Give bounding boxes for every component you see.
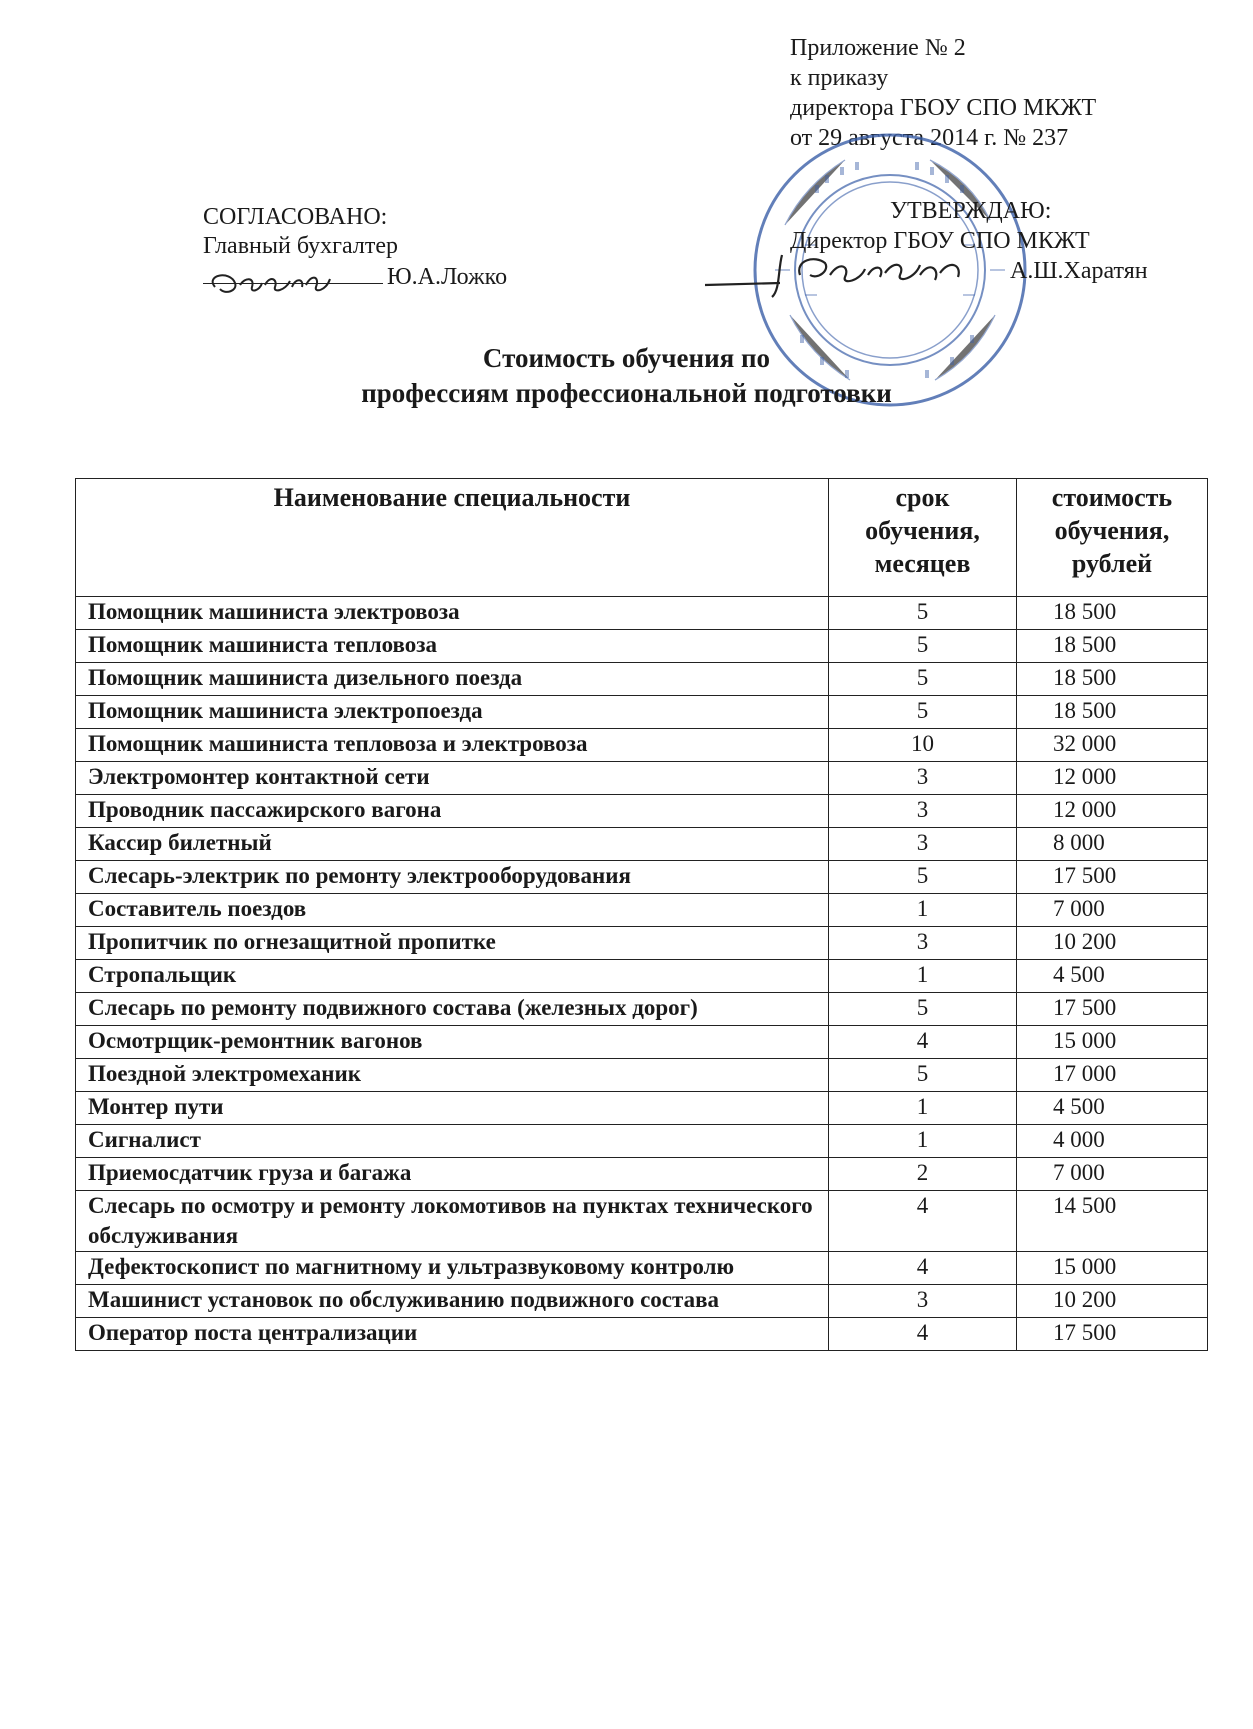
table-row [76, 1059, 1208, 1092]
table-row [76, 1252, 1208, 1285]
approved-heading: УТВЕРЖДАЮ: [890, 198, 1052, 224]
specialty-name-cell: Сигналист [76, 1125, 829, 1158]
price-cell: 17 500 [1017, 993, 1208, 1026]
specialty-name-cell: Осмотрщик-ремонтник вагонов [76, 1026, 829, 1059]
specialty-name-cell: Слесарь по осмотру и ремонту локомотивов на пунктах технического обслуживания [76, 1191, 829, 1252]
director-signature [700, 245, 1000, 305]
header-name: Наименование специальности [76, 479, 829, 597]
table-row [76, 1158, 1208, 1191]
price-cell: 18 500 [1017, 696, 1208, 729]
duration-cell: 3 [829, 927, 1017, 960]
appendix-line: от 29 августа 2014 г. № 237 [790, 125, 1069, 151]
duration-cell: 5 [829, 993, 1017, 1026]
specialty-name-cell: Составитель поездов [76, 894, 829, 927]
specialty-name-cell: Стропальщик [76, 960, 829, 993]
duration-cell: 3 [829, 1285, 1017, 1318]
price-cell: 10 200 [1017, 1285, 1208, 1318]
price-cell: 32 000 [1017, 729, 1208, 762]
price-cell: 18 500 [1017, 630, 1208, 663]
table-header-row [76, 479, 1208, 597]
specialty-name-cell: Слесарь-электрик по ремонту электрооборудования [76, 861, 829, 894]
table-row [76, 861, 1208, 894]
specialty-name-cell: Проводник пассажирского вагона [76, 795, 829, 828]
duration-cell: 4 [829, 1252, 1017, 1285]
price-cell: 15 000 [1017, 1026, 1208, 1059]
table-row [76, 762, 1208, 795]
approved-position: Директор ГБОУ СПО МКЖТ [790, 228, 1090, 254]
table-row [76, 960, 1208, 993]
duration-cell: 3 [829, 795, 1017, 828]
price-cell: 15 000 [1017, 1252, 1208, 1285]
duration-cell: 5 [829, 696, 1017, 729]
duration-cell: 1 [829, 1092, 1017, 1125]
price-cell: 10 200 [1017, 927, 1208, 960]
specialty-name-cell: Помощник машиниста тепловоза [76, 630, 829, 663]
accountant-signature [200, 265, 365, 305]
price-cell: 4 500 [1017, 960, 1208, 993]
duration-cell: 5 [829, 861, 1017, 894]
table-row [76, 1026, 1208, 1059]
specialty-name-cell: Поездной электромеханик [76, 1059, 829, 1092]
specialty-name-cell: Помощник машиниста электропоезда [76, 696, 829, 729]
table-row [76, 597, 1208, 630]
duration-cell: 3 [829, 828, 1017, 861]
table-row [76, 1125, 1208, 1158]
agreed-heading: СОГЛАСОВАНО: [203, 204, 388, 230]
specialty-name-cell: Дефектоскопист по магнитному и ультразвуковому контролю [76, 1252, 829, 1285]
header-duration: срок обучения, месяцев [829, 479, 1017, 597]
table-row [76, 630, 1208, 663]
price-cell: 14 500 [1017, 1191, 1208, 1252]
table-row [76, 993, 1208, 1026]
duration-cell: 4 [829, 1026, 1017, 1059]
agreed-position: Главный бухгалтер [203, 233, 398, 259]
price-cell: 12 000 [1017, 795, 1208, 828]
price-cell: 4 500 [1017, 1092, 1208, 1125]
table-row [76, 894, 1208, 927]
duration-cell: 3 [829, 762, 1017, 795]
approved-name: А.Ш.Харатян [1010, 258, 1148, 284]
specialty-name-cell: Слесарь по ремонту подвижного состава (железных дорог) [76, 993, 829, 1026]
price-cell: 17 500 [1017, 1318, 1208, 1351]
duration-cell: 2 [829, 1158, 1017, 1191]
duration-cell: 4 [829, 1318, 1017, 1351]
duration-cell: 5 [829, 663, 1017, 696]
duration-cell: 1 [829, 1125, 1017, 1158]
specialty-name-cell: Пропитчик по огнезащитной пропитке [76, 927, 829, 960]
price-cell: 17 000 [1017, 1059, 1208, 1092]
appendix-line: Приложение № 2 [790, 35, 966, 61]
header-cost: стоимость обучения, рублей [1017, 479, 1208, 597]
duration-cell: 1 [829, 894, 1017, 927]
specialty-name-cell: Приемосдатчик груза и багажа [76, 1158, 829, 1191]
document-title-line1: Стоимость обучения по [482, 343, 771, 373]
specialty-name-cell: Электромонтер контактной сети [76, 762, 829, 795]
duration-cell: 5 [829, 630, 1017, 663]
price-cell: 12 000 [1017, 762, 1208, 795]
specialty-name-cell: Оператор поста централизации [76, 1318, 829, 1351]
table-row [76, 1318, 1208, 1351]
specialty-name-cell: Помощник машиниста тепловоза и электровоза [76, 729, 829, 762]
table-row [76, 1191, 1208, 1252]
specialty-name-cell: Помощник машиниста электровоза [76, 597, 829, 630]
price-cell: 4 000 [1017, 1125, 1208, 1158]
appendix-line: директора ГБОУ СПО МКЖТ [790, 95, 1097, 121]
table-row [76, 1092, 1208, 1125]
price-cell: 8 000 [1017, 828, 1208, 861]
price-cell: 17 500 [1017, 861, 1208, 894]
price-cell: 7 000 [1017, 894, 1208, 927]
specialty-name-cell: Монтер пути [76, 1092, 829, 1125]
specialty-name-cell: Машинист установок по обслуживанию подвижного состава [76, 1285, 829, 1318]
duration-cell: 5 [829, 597, 1017, 630]
price-table [75, 478, 1208, 1351]
price-cell: 18 500 [1017, 663, 1208, 696]
specialty-name-cell: Помощник машиниста дизельного поезда [76, 663, 829, 696]
table-row [76, 795, 1208, 828]
table-row [76, 696, 1208, 729]
table-row [76, 1285, 1208, 1318]
document-title-line2: профессиям профессиональной подготовки [361, 378, 892, 408]
table-row [76, 663, 1208, 696]
table-body [76, 597, 1208, 1351]
price-cell: 7 000 [1017, 1158, 1208, 1191]
duration-cell: 5 [829, 1059, 1017, 1092]
appendix-line: к приказу [790, 65, 889, 91]
specialty-name-cell: Кассир билетный [76, 828, 829, 861]
table-row [76, 729, 1208, 762]
table-row [76, 828, 1208, 861]
duration-cell: 1 [829, 960, 1017, 993]
agreed-name: Ю.А.Ложко [387, 264, 508, 290]
price-cell: 18 500 [1017, 597, 1208, 630]
duration-cell: 10 [829, 729, 1017, 762]
duration-cell: 4 [829, 1191, 1017, 1252]
table-row [76, 927, 1208, 960]
